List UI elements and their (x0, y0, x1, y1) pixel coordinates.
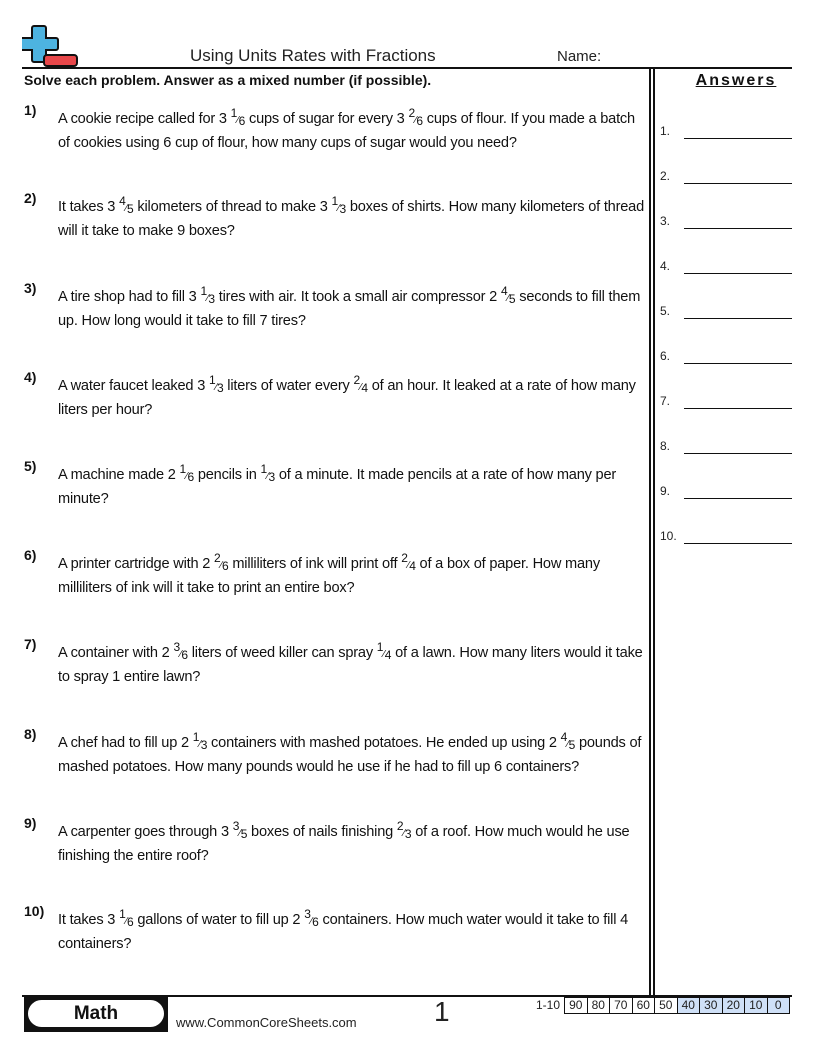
answer-blank[interactable] (684, 138, 792, 139)
fraction (353, 373, 368, 395)
problem-text-segment: A printer cartridge with 2 (58, 556, 215, 572)
problem-number: 3) (24, 280, 37, 296)
fraction-numerator: 1 (208, 373, 216, 387)
fraction (331, 194, 346, 216)
fraction-numerator: 3 (304, 907, 311, 921)
problem-text-segment: of a lawn. How many liters would it take to spray 1 entire lawn? (58, 645, 643, 685)
fraction (200, 284, 215, 306)
problem-text (58, 196, 648, 242)
fraction (500, 284, 516, 306)
fraction (396, 819, 412, 841)
fraction-denominator: 4 (384, 648, 392, 662)
problem-text-segment: A container with 2 (58, 645, 174, 661)
name-label: Name: (557, 48, 602, 65)
fraction (401, 551, 416, 573)
problem-text-segment: A carpenter goes through 3 (58, 824, 233, 840)
answer-row (660, 169, 795, 189)
score-cell: 50 (655, 997, 678, 1014)
score-cell: 10 (745, 997, 768, 1014)
answer-blank[interactable] (684, 498, 792, 499)
answer-blank[interactable] (684, 183, 792, 184)
answer-row (660, 124, 795, 144)
fraction-denominator: 6 (127, 915, 134, 929)
fraction (208, 373, 224, 395)
problem-text-segment: boxes of shirts. How many kilometers of thread will it take to make 9 boxes? (58, 199, 645, 239)
problem-text-segment: A water faucet leaked 3 (58, 378, 209, 394)
fraction-slash: ⁄ (359, 382, 362, 393)
problem-text (58, 909, 648, 955)
fraction-numerator: 1 (192, 730, 200, 744)
problem-text (58, 375, 648, 421)
fraction (376, 640, 392, 662)
fraction-slash: ⁄ (125, 203, 128, 214)
problem-text-segment: liters of water every (223, 378, 354, 394)
problem-number: 6) (24, 547, 37, 563)
problem-text-segment: of an hour. It leaked at a rate of how many liters per hour? (58, 378, 636, 418)
fraction-numerator: 2 (408, 106, 415, 120)
fraction (230, 106, 246, 128)
problem-text-segment: It takes 3 (58, 912, 120, 928)
problem-text-segment: cups of flour. If you made a batch of cookies using 6 cup of flour, how many cups of sugar would you need? (58, 111, 635, 151)
problem-number: 9) (24, 815, 37, 831)
score-cell: 40 (678, 997, 701, 1014)
website-link[interactable]: www.CommonCoreSheets.com (176, 1015, 357, 1030)
answer-blank[interactable] (684, 318, 792, 319)
fraction-denominator: 3 (339, 202, 346, 216)
answer-row (660, 394, 795, 414)
problem-text-segment: liters of weed killer can spray (187, 645, 377, 661)
fraction-numerator: 3 (232, 819, 240, 833)
problem-text-segment: A machine made 2 (58, 467, 180, 483)
answer-number: 3. (660, 214, 671, 228)
fraction-denominator: 6 (181, 648, 188, 662)
problem-number: 7) (24, 636, 37, 652)
subject-badge (24, 997, 168, 1032)
fraction-denominator: 6 (187, 470, 194, 484)
fraction-slash: ⁄ (267, 471, 269, 482)
fraction-denominator: 3 (216, 381, 224, 395)
problem-text-segment: A chef had to fill up 2 (58, 735, 193, 751)
score-cell: 60 (633, 997, 656, 1014)
fraction-slash: ⁄ (338, 203, 340, 214)
problem-text-segment: kilometers of thread to make 3 (133, 199, 332, 215)
fraction-slash: ⁄ (206, 293, 209, 304)
problem-text-segment: containers. How much water would it take to fill 4 containers? (58, 912, 629, 952)
fraction-denominator: 5 (240, 827, 248, 841)
fraction-slash: ⁄ (186, 471, 188, 482)
fraction-numerator: 3 (173, 640, 180, 654)
answer-blank[interactable] (684, 363, 792, 364)
column-divider (649, 68, 651, 995)
answer-row (660, 214, 795, 234)
column-divider (653, 68, 655, 995)
score-cell: 0 (768, 997, 791, 1014)
problem-text (58, 553, 648, 599)
score-cell: 20 (723, 997, 746, 1014)
fraction-numerator: 1 (230, 106, 238, 120)
fraction (304, 907, 319, 929)
problem-text-segment: containers with mashed potatoes. He ended up using 2 (207, 735, 561, 751)
fraction (560, 730, 576, 752)
problem-text-segment: tires with air. It took a small air compressor 2 (214, 289, 501, 305)
subject-label: Math (28, 1000, 164, 1027)
problem-text (58, 108, 648, 154)
fraction-slash: ⁄ (310, 916, 313, 927)
answer-row (660, 439, 795, 459)
answer-number: 6. (660, 349, 671, 363)
fraction-numerator: 2 (214, 551, 221, 565)
fraction-slash: ⁄ (239, 828, 241, 839)
fraction-slash: ⁄ (220, 560, 222, 571)
problem-text-segment: A cookie recipe called for 3 (58, 111, 231, 127)
fraction-slash: ⁄ (383, 649, 385, 660)
problem-number: 8) (24, 726, 37, 742)
instructions: Solve each problem. Answer as a mixed number (if possible). (24, 72, 432, 88)
answer-blank[interactable] (684, 228, 792, 229)
header-divider (22, 67, 792, 69)
fraction-numerator: 4 (560, 730, 568, 744)
problem-text-segment: A tire shop had to fill 3 (58, 289, 201, 305)
problem-text-segment: boxes of nails finishing (247, 824, 397, 840)
problem-text-segment: gallons of water to fill up 2 (133, 912, 305, 928)
problem-text (58, 821, 648, 867)
fraction-denominator: 4 (409, 559, 416, 573)
fraction-numerator: 4 (119, 194, 126, 208)
fraction-slash: ⁄ (237, 115, 239, 126)
answers-title: Answers (695, 72, 777, 89)
fraction-denominator: 4 (361, 381, 368, 395)
fraction-numerator: 4 (500, 284, 508, 298)
answer-number: 1. (660, 124, 671, 138)
fraction-denominator: 3 (200, 738, 208, 752)
answer-row (660, 529, 795, 549)
fraction (173, 640, 188, 662)
fraction-numerator: 1 (200, 284, 207, 298)
fraction (119, 907, 134, 929)
problem-number: 10) (24, 903, 45, 919)
fraction-denominator: 6 (312, 915, 319, 929)
score-cell: 80 (588, 997, 611, 1014)
answer-number: 8. (660, 439, 671, 453)
problem-text-segment: cups of sugar for every 3 (245, 111, 409, 127)
fraction-slash: ⁄ (215, 382, 217, 393)
problem-text (58, 642, 648, 688)
answer-blank[interactable] (684, 453, 792, 454)
answer-blank[interactable] (684, 543, 792, 544)
logo-minus-shape (44, 55, 77, 66)
answer-number: 2. (660, 169, 671, 183)
problem-number: 2) (24, 190, 37, 206)
fraction-numerator: 1 (376, 640, 384, 654)
problem-text (58, 286, 648, 332)
fraction-slash: ⁄ (507, 293, 509, 304)
fraction (408, 106, 423, 128)
fraction (232, 819, 248, 841)
fraction-slash: ⁄ (125, 916, 128, 927)
fraction-denominator: 6 (416, 114, 423, 128)
plus-minus-logo-icon (22, 24, 80, 68)
fraction-slash: ⁄ (407, 560, 410, 571)
fraction (119, 194, 134, 216)
score-table (532, 997, 790, 1014)
worksheet-title: Using Units Rates with Fractions (190, 46, 436, 65)
problem-text (58, 732, 648, 778)
answer-number: 5. (660, 304, 671, 318)
fraction-slash: ⁄ (199, 739, 201, 750)
fraction-slash: ⁄ (179, 649, 182, 660)
fraction-numerator: 2 (401, 551, 408, 565)
problem-number: 5) (24, 458, 37, 474)
fraction-numerator: 2 (353, 373, 360, 387)
fraction-numerator: 1 (331, 194, 339, 208)
problem-text-segment: of a roof. How much would he use finishing the entire roof? (58, 824, 630, 864)
fraction-slash: ⁄ (567, 739, 569, 750)
answer-number: 10. (660, 529, 677, 543)
fraction-numerator: 2 (396, 819, 404, 833)
fraction-slash: ⁄ (414, 115, 417, 126)
problem-text-segment: pencils in (193, 467, 261, 483)
answer-row (660, 349, 795, 369)
problem-number: 1) (24, 102, 37, 118)
problem-text-segment: milliliters of ink will print off (228, 556, 402, 572)
answer-number: 9. (660, 484, 671, 498)
fraction-denominator: 5 (508, 292, 516, 306)
problem-text-segment: It takes 3 (58, 199, 120, 215)
answer-row (660, 304, 795, 324)
fraction-denominator: 3 (268, 470, 275, 484)
problem-text-segment: pounds of mashed potatoes. How many pounds would he use if he had to fill up 6 containers? (58, 735, 642, 775)
fraction-slash: ⁄ (403, 828, 405, 839)
answer-blank[interactable] (684, 408, 792, 409)
fraction (192, 730, 208, 752)
answer-row (660, 484, 795, 504)
fraction-denominator: 3 (208, 292, 215, 306)
fraction-numerator: 1 (179, 462, 187, 476)
score-cell: 90 (564, 997, 588, 1014)
fraction-numerator: 1 (119, 907, 126, 921)
fraction-numerator: 1 (260, 462, 268, 476)
answer-number: 4. (660, 259, 671, 273)
score-cell: 70 (610, 997, 633, 1014)
answer-blank[interactable] (684, 273, 792, 274)
fraction-denominator: 5 (127, 202, 134, 216)
problem-text-segment: seconds to fill them up. How long would it take to fill 7 tires? (58, 289, 641, 329)
problem-text-segment: of a minute. It made pencils at a rate of how many per minute? (58, 467, 617, 507)
problem-number: 4) (24, 369, 37, 385)
problem-text (58, 464, 648, 510)
page-number: 1 (434, 996, 450, 1027)
answer-row (660, 259, 795, 279)
fraction-denominator: 6 (238, 114, 246, 128)
score-cell: 30 (700, 997, 723, 1014)
score-range-label: 1-10 (535, 998, 561, 1012)
fraction (179, 462, 194, 484)
answer-number: 7. (660, 394, 671, 408)
fraction-denominator: 5 (568, 738, 576, 752)
fraction (214, 551, 229, 573)
fraction (260, 462, 275, 484)
fraction-denominator: 6 (221, 559, 229, 573)
fraction-denominator: 3 (404, 827, 412, 841)
problem-text-segment: of a box of paper. How many milliliters of ink will it take to print an entire box? (58, 556, 600, 596)
